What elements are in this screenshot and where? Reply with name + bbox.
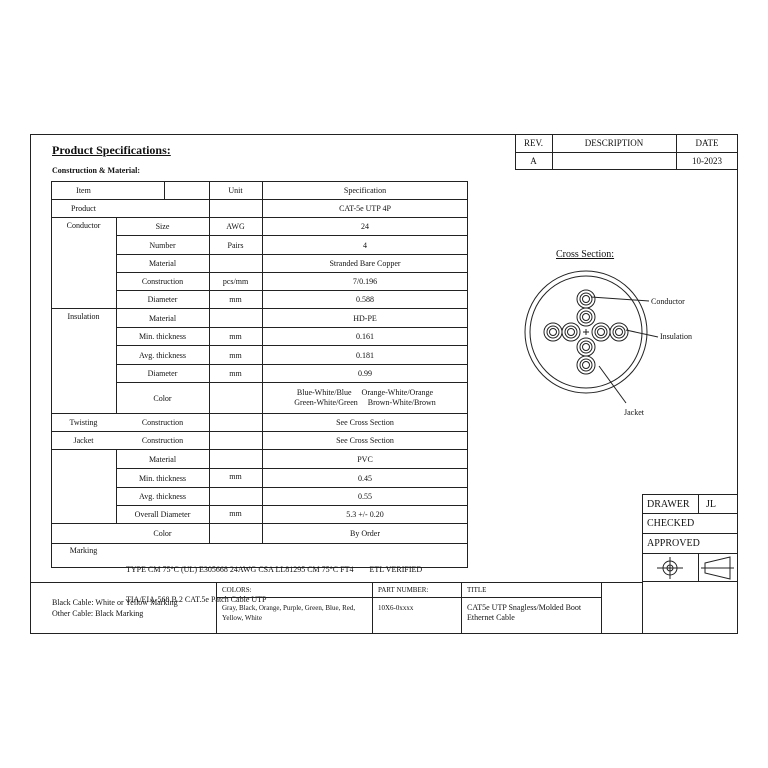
conductor-label: Conductor (651, 297, 685, 306)
insulation-diameter-spec: 0.99 (358, 369, 372, 378)
footer-note-2: Other Cable: Black Marking (52, 609, 144, 618)
insulation-diameter-name: Diameter (147, 369, 178, 378)
jacket-overall-diameter-unit: mm (229, 508, 242, 518)
header-specification: Specification (343, 186, 387, 195)
insulation-label: Insulation (67, 311, 100, 321)
jacket-min-thickness-unit: mm (229, 471, 242, 481)
rev-header: REV. (523, 138, 544, 148)
insulation-min-thickness-name: Min. thickness (138, 332, 187, 341)
footer-note-1: Black Cable: White or Yellow Marking (52, 598, 178, 607)
pair-right (592, 323, 628, 341)
jacket-overall-diameter-spec: 5.3 +/- 0.20 (346, 510, 384, 519)
jacket-avg-thickness-spec: 0.55 (358, 492, 372, 501)
drawer-label: DRAWER (647, 498, 690, 510)
conductor-label: Conductor (66, 220, 101, 230)
colors-value-line-2: Yellow, White (222, 614, 262, 622)
insulation-avg-thickness-name: Avg. thickness (139, 350, 186, 360)
conductor-material-spec: Stranded Bare Copper (329, 259, 401, 268)
conductor-number-spec: 4 (363, 240, 367, 250)
product-label: Product (71, 204, 96, 213)
jacket-color-name: Color (153, 529, 172, 538)
insulation-material-spec: HD-PE (353, 313, 377, 323)
twisting-label: Twisting (69, 418, 98, 427)
conductor-diameter-unit: mm (229, 295, 242, 304)
title-value (467, 603, 581, 623)
conductor-construction-spec: 7/0.196 (352, 277, 378, 286)
page-title: Product Specifications: (52, 143, 171, 157)
description-header: DESCRIPTION (584, 138, 644, 148)
insulation-color-spec (262, 383, 468, 413)
insulation-material-unit (209, 309, 262, 327)
cross-section-title: Cross Section: (556, 249, 615, 260)
twisting-construction-name: Construction (141, 418, 184, 427)
jacket-material-spec: PVC (357, 454, 373, 464)
pair-top (577, 290, 595, 326)
jacket-material-unit (209, 450, 262, 468)
conductor-construction-name: Construction (141, 277, 184, 286)
insulation-material-name: Material (148, 313, 177, 323)
date-header: DATE (695, 138, 719, 148)
pair-left (544, 323, 580, 341)
insulation-avg-thickness-spec: 0.181 (356, 350, 374, 360)
jacket-construction-name: Construction (141, 436, 184, 445)
projection-symbol (643, 554, 738, 581)
conductor-number-unit: Pairs (227, 240, 244, 250)
part-number-value: 10X6-0xxxx (378, 604, 414, 612)
jacket-color-spec: By Order (350, 529, 380, 538)
insulation-avg-thickness-unit: mm (229, 350, 242, 360)
rev-value: A (530, 155, 537, 166)
jacket-material-name: Material (148, 454, 177, 464)
colors-value-line-1: Gray, Black, Orange, Purple, Green, Blue, Red, (222, 604, 356, 612)
title-label: TITLE (467, 585, 487, 594)
jacket-label: Jacket (624, 408, 644, 417)
conductor-construction-unit: pcs/mm (222, 277, 249, 286)
jacket-label: Jacket (73, 436, 94, 445)
jacket-avg-thickness-unit (209, 488, 262, 505)
cross-section-diagram (500, 255, 740, 425)
jacket-leader (599, 366, 626, 403)
header-unit: Unit (228, 186, 243, 195)
pair-bottom (577, 338, 595, 374)
jacket-construction-spec: See Cross Section (336, 436, 394, 445)
jacket-min-thickness-spec: 0.45 (358, 473, 372, 483)
drawer-value: JL (706, 498, 716, 510)
conductor-size-unit: AWG (226, 222, 245, 231)
insulation-min-thickness-unit: mm (229, 332, 242, 341)
marking-line-1: TYPE CM 75°C (UL) E305668 24AWG CSA LL81295 CM 75°C FT4 ETL VERIFIED (126, 565, 423, 574)
product-spec: CAT-5e UTP 4P (339, 204, 391, 213)
date-value: 10-2023 (692, 155, 722, 166)
jacket-overall-diameter-name: Overall Diameter (134, 510, 191, 519)
twisting-construction-spec: See Cross Section (336, 418, 394, 427)
colors-value (222, 603, 355, 623)
title-value-line-2: Ethernet Cable (467, 613, 515, 622)
section-subtitle: Construction & Material: (52, 166, 140, 175)
marking-line-2: TIA/EIA-568 B.2 CAT.5e Patch Cable UTP (126, 595, 267, 604)
conductor-number-name: Number (149, 240, 176, 250)
title-value-line-1: CAT5e UTP Snagless/Molded Boot (467, 603, 582, 612)
insulation-color-name: Color (153, 393, 172, 403)
insulation-label: Insulation (660, 332, 692, 341)
approved-label: APPROVED (647, 538, 700, 549)
checked-label: CHECKED (647, 518, 695, 529)
conductor-diameter-spec: 0.588 (356, 295, 374, 304)
colors-label: COLORS: (222, 585, 252, 594)
marking-label: Marking (69, 546, 98, 555)
jacket-min-thickness-name: Min. thickness (138, 473, 187, 483)
part-number-label: PART NUMBER: (378, 585, 429, 594)
header-item: Item (76, 186, 91, 195)
description-value (552, 153, 676, 169)
conductor-diameter-name: Diameter (147, 295, 178, 304)
conductor-leader (591, 297, 649, 301)
jacket-avg-thickness-name: Avg. thickness (139, 492, 186, 501)
conductor-material-name: Material (148, 259, 177, 268)
insulation-diameter-unit: mm (229, 369, 242, 378)
conductor-size-spec: 24 (361, 222, 369, 231)
insulation-color-line-2: Green-White/Green Brown-White/Brown (294, 398, 436, 407)
insulation-min-thickness-spec: 0.161 (356, 332, 374, 341)
footer-notes (52, 597, 178, 619)
insulation-color-line-1: Blue-White/Blue Orange-White/Orange (296, 388, 434, 397)
conductor-material-unit (209, 255, 262, 272)
conductor-size-name: Size (155, 222, 170, 231)
